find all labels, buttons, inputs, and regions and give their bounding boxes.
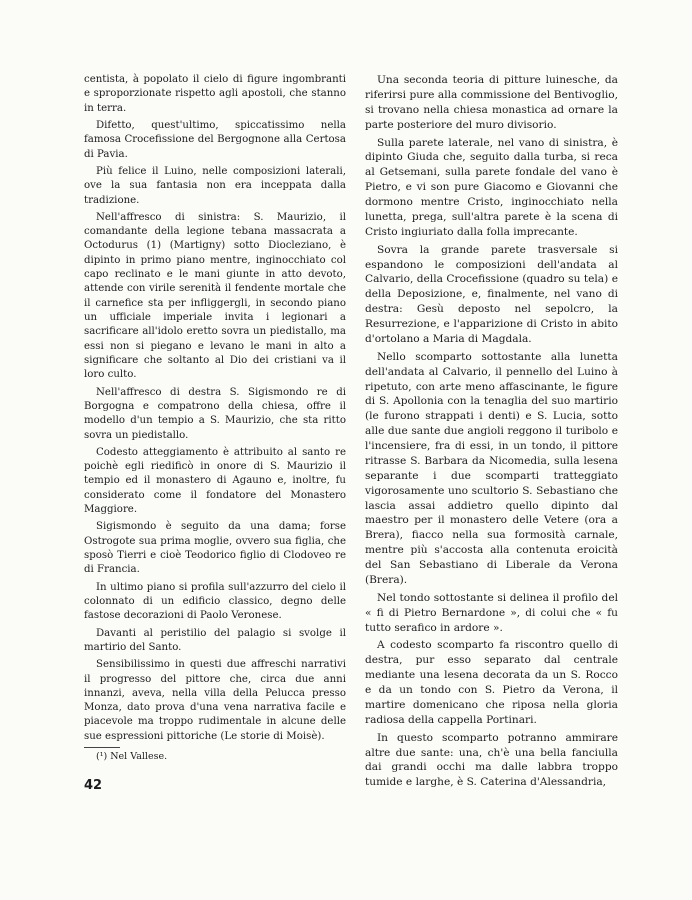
paragraph: Sovra la grande parete trasversale si espandono le composizioni dell'andata al Calvario, della Crocefissione (quadro su tela) e della Deposizione, e, finalmente, nel vano di destra: Gesù deposto nel sepolcro, la Resurrezione, e l'apparizione di Cristo in abito d'ortolano a Maria di Magdala.	[365, 243, 618, 345]
paragraph: Davanti al peristilio del palagio si svolge il martirio del Santo.	[84, 627, 346, 653]
paragraph: Nel tondo sottostante si delinea il profilo del « fi di Pietro Bernardone », di colui che « fu tutto serafico in ardore ».	[365, 591, 618, 634]
right-column	[365, 73, 618, 793]
paragraph: Sulla parete laterale, nel vano di sinistra, è dipinto Giuda che, seguito dalla turba, si reca al Getsemani, sulla parete fondale del vano è Pietro, e vi son pure Giacomo e Giovanni che dormono mentre Cristo, inginocchiato nella lunetta, prega, sull'altra parete è la scena di Cristo ingiuriato dalla folla imprecante.	[365, 136, 618, 238]
footnote-rule	[84, 747, 168, 763]
paragraph: Nell'affresco di destra S. Sigismondo re di Borgogna e compatrono della chiesa, offre il modello d'un tempio a S. Maurizio, che sta ritto sovra un piedistallo.	[84, 386, 346, 441]
paragraph: Più felice il Luino, nelle composizioni laterali, ove la sua fantasia non era inceppata dalla tradizione.	[84, 165, 346, 206]
paragraph: In questo scomparto potranno ammirare altre due sante: una, ch'è una bella fanciulla dai grandi occhi ma dalle labbra troppo tumide e larghe, è S. Caterina d'Alessandria,	[365, 731, 618, 789]
paragraph: A codesto scomparto fa riscontro quello di destra, pur esso separato dal centrale mediante una lesena decorata da un S. Rocco e da un tondo con S. Pietro da Verona, il martire domenicano che riposa nella gloria radiosa della cappella Portinari.	[365, 639, 618, 726]
paragraph: In ultimo piano si profila sull'azzurro del cielo il colonnato di un edificio classico, degno delle fastose decorazioni di Paolo Veronese.	[84, 581, 346, 622]
paragraph: centista, à popolato il cielo di figure ingombranti e sproporzionate rispetto agli apostoli, che stanno in terra.	[84, 74, 346, 114]
paragraph: Codesto atteggiamento è attribuito al santo re poichè egli riedificò in onore di S. Maurizio il tempio ed il monastero di Agauno e, inoltre, fu considerato come il fondatore del Monastero Maggiore.	[84, 446, 346, 516]
paragraph: Nell'affresco di sinistra: S. Maurizio, il comandante della legione tebana massacrata a Octodurus (1) (Martigny) sotto Diocleziano, è dipinto in primo piano mentre, inginocchiato col capo reclinato e le mani giunte in atto devoto, attende con virile serenità il fendente mortale che il carnefice sta per infliggergli, in secondo piano un ufficiale imperiale invita i legionari a sacrificare all'idolo eretto sovra un piedistallo, ma essi non si piegano e levano le mani in alto a significare che soltanto al Dio dei cristiani va il loro culto.	[84, 211, 346, 381]
left-column	[84, 73, 346, 763]
paragraph: Sensibilissimo in questi due affreschi narrativi il progresso del pittore che, circa due anni innanzi, aveva, nella villa della Pelucca presso Monza, dato prova d'una vena narrativa facile e piacevole ma troppo rudimentale in alcune delle sue espressioni pittoriche (Le storie di Moisè).	[84, 659, 346, 742]
paragraph: Una seconda teoria di pitture luinesche, da riferirsi pure alla commissione del Bentivoglio, si trovano nella chiesa monastica ad ornare la parte posteriore del muro divisorio.	[365, 74, 618, 131]
page-number: 42	[84, 778, 103, 793]
paragraph: Sigismondo è seguito da una dama; forse Ostrogote sua prima moglie, ovvero sua figlia, che sposò Tierri e cioè Teodorico figlio di Clodoveo re di Francia.	[84, 521, 346, 576]
paragraph: Difetto, quest'ultimo, spiccatissimo nella famosa Crocefissione del Bergognone alla Certosa di Pavia.	[84, 119, 346, 160]
paragraph: Nello scomparto sottostante alla lunetta dell'andata al Calvario, il pennello del Luino à ripetuto, con arte meno affascinante, le figure di S. Apollonia con la tenaglia del suo martirio (le furono strappati i denti) e S. Lucia, sotto alle due sante due angioli reggono il turibolo e l'incensiere, fra di essi, in un tondo, il pittore ritrasse S. Barbara da Nicomedia, sulla lesena separante i due scomparti tratteggiato vigorosamente uno scultorio S. Sebastiano che lascia assai addietro quello dipinto dal maestro per il monastero delle Vetere (ora a Brera), fiacco nella sua formosità carnale, mentre più s'accosta alla contenuta eroicità del San Sebastiano di Liberale da Verona (Brera).	[365, 350, 618, 586]
footnote: (¹) Nel Vallese.	[96, 751, 168, 763]
